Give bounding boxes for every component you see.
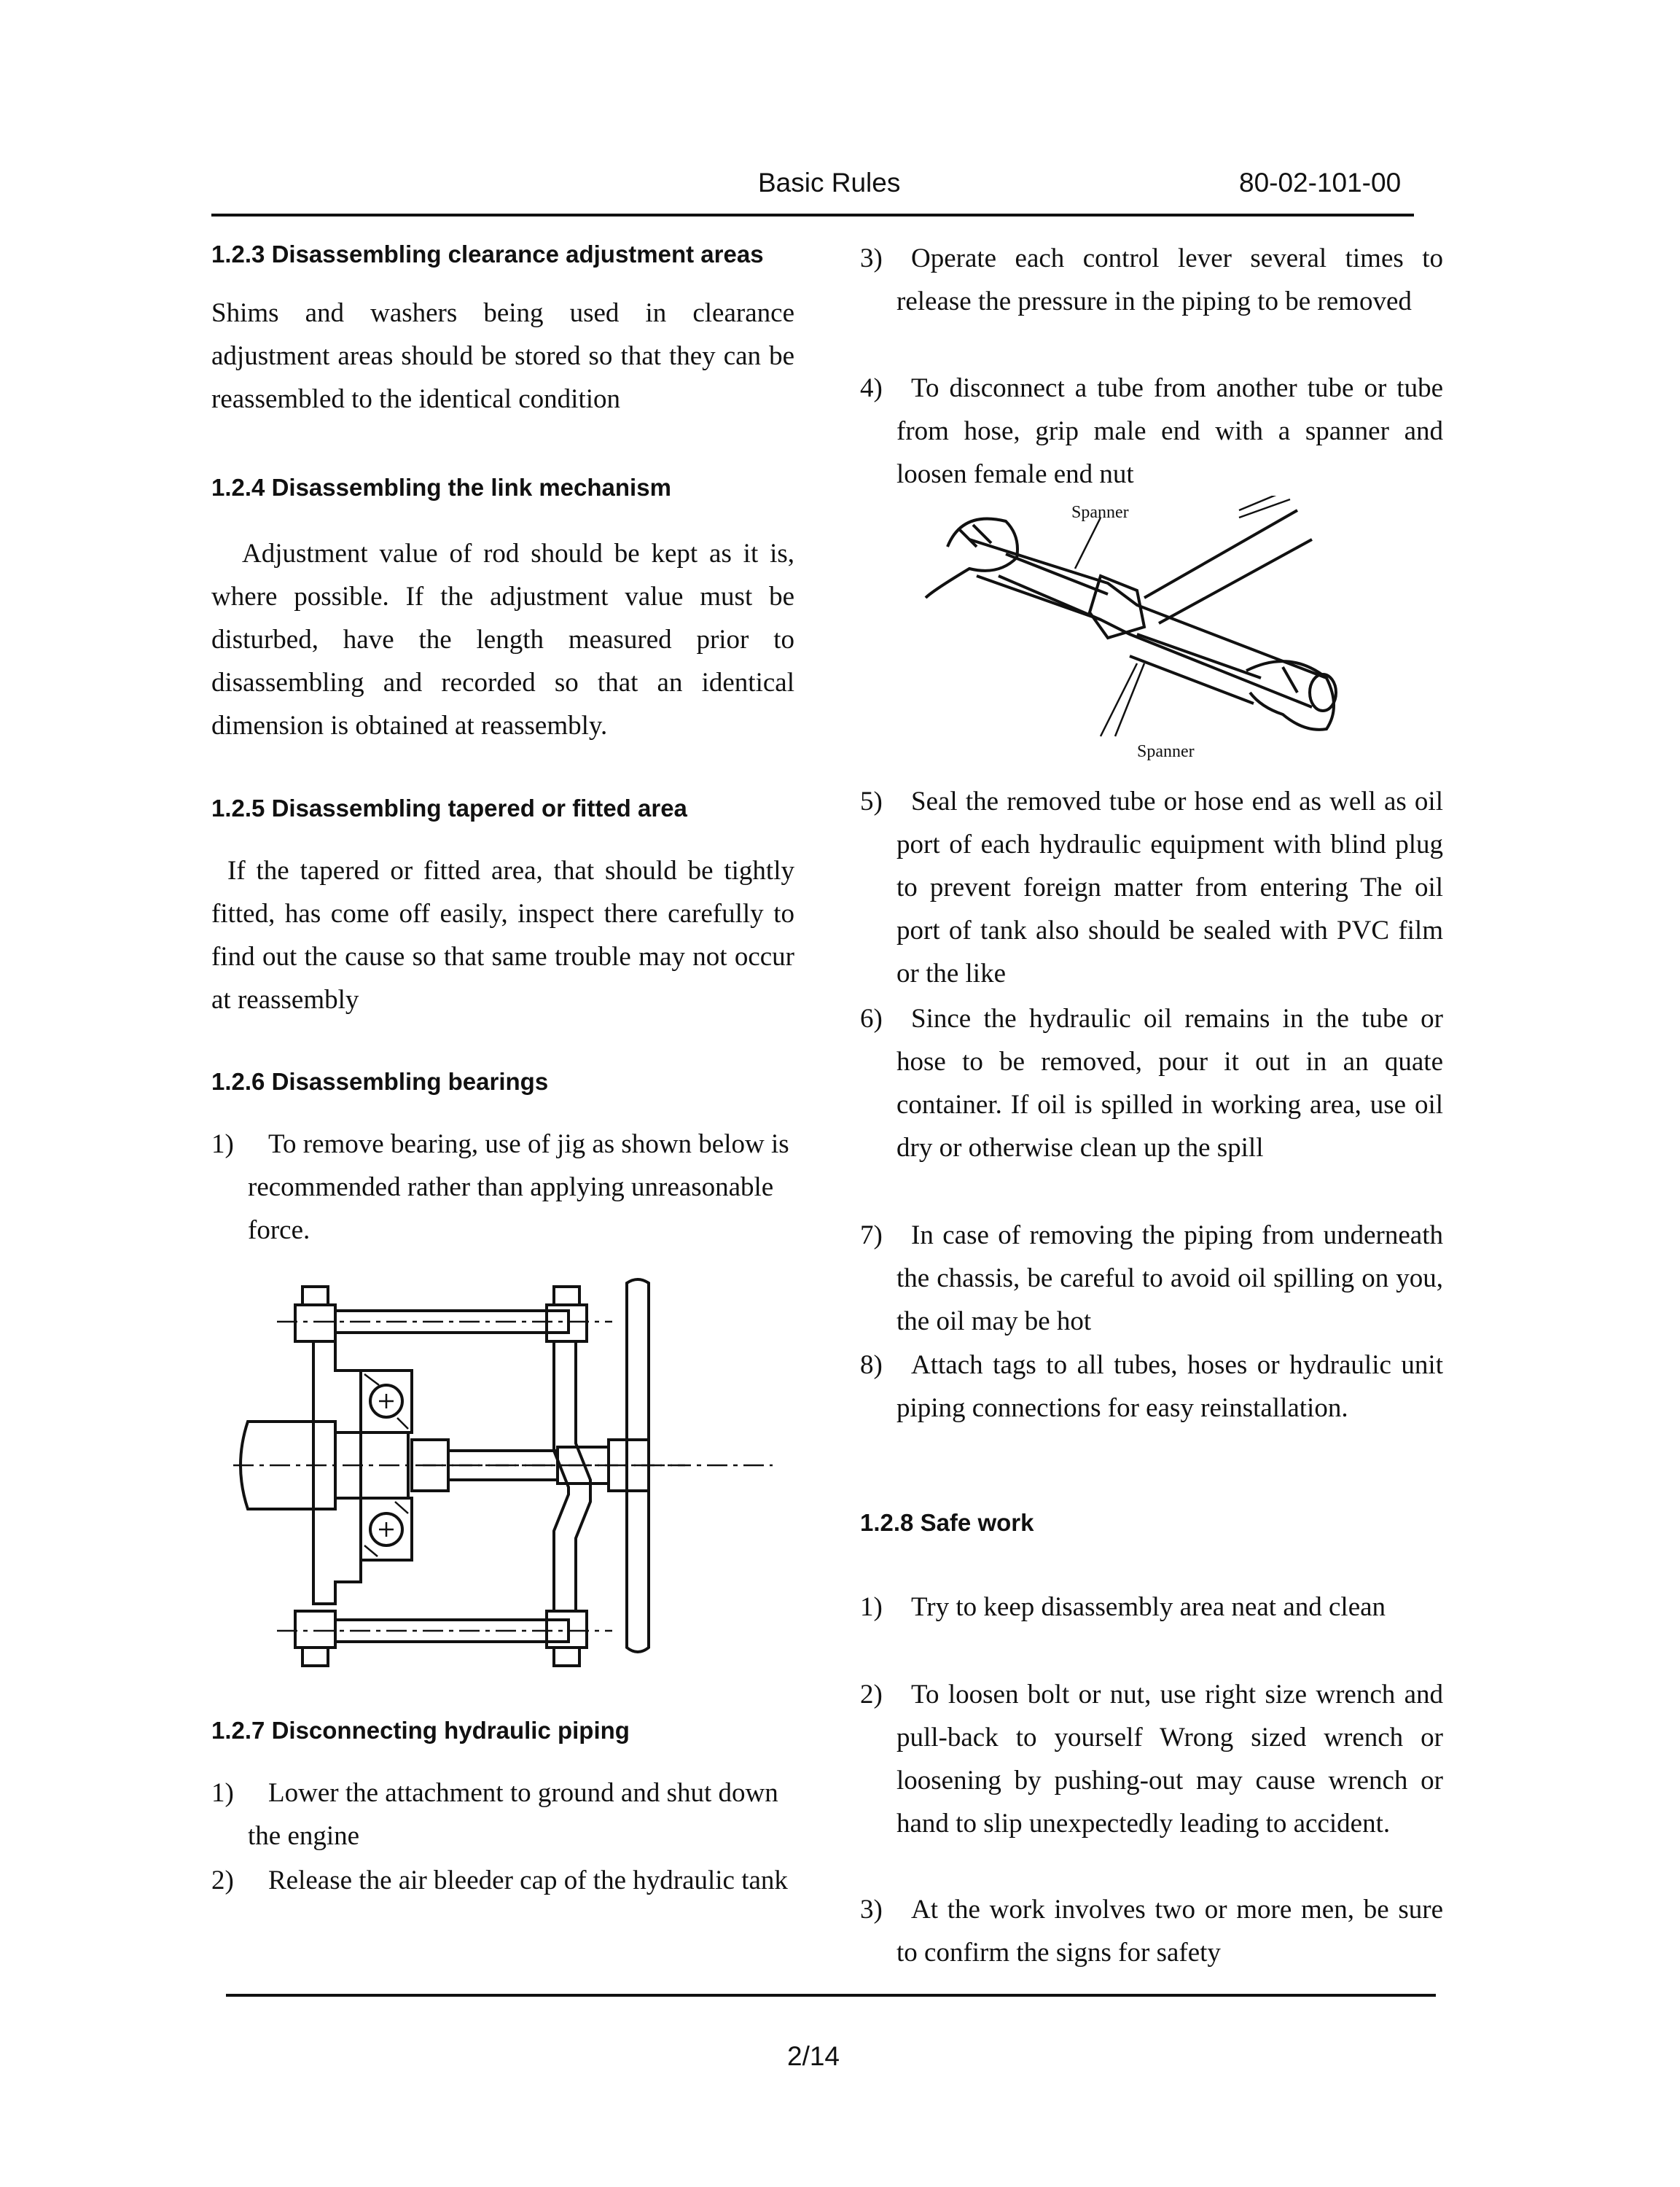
tube (969, 539, 1327, 707)
list-number: 5) (860, 787, 883, 816)
list-number: 1) (211, 1129, 234, 1159)
section-heading-1-2-6: 1.2.6 Disassembling bearings (211, 1068, 549, 1095)
list-number: 8) (860, 1350, 883, 1380)
section-heading-1-2-7: 1.2.7 Disconnecting hydraulic piping (211, 1717, 630, 1744)
list-item (860, 367, 1443, 498)
figure-label-spanner-bottom: Spanner (1137, 742, 1195, 761)
list-item (860, 237, 1443, 368)
section-heading-1-2-8: 1.2.8 Safe work (860, 1509, 1034, 1536)
section-body-1-2-3: Shims and washers being used in clearance adjustment areas should be stored so that they can be reassembled to the identical condition (211, 298, 794, 414)
list-item (860, 997, 1443, 1216)
list-text: At the work involves two or more men, be sure to confirm the signs for safety (896, 1895, 1443, 1968)
list-item (860, 1888, 1443, 1976)
header-rule (211, 214, 1414, 217)
list-item (211, 1123, 802, 1254)
list-item (860, 780, 1443, 999)
list-number: 1) (860, 1592, 883, 1622)
list-number: 2) (211, 1866, 234, 1895)
list-text: To loosen bolt or nut, use right size wrench and pull-back to yourself Wrong sized wrench or loosening by pushing-out may cause wrench or hand to slip unexpectedly leading to accident. (896, 1680, 1443, 1839)
page-number: 2/14 (787, 2041, 840, 2071)
section-heading-1-2-4: 1.2.4 Disassembling the link mechanism (211, 474, 671, 501)
list-item (860, 1344, 1443, 1475)
list-item (860, 1673, 1443, 1892)
list-number: 6) (860, 1004, 883, 1034)
list-text: Operate each control lever several times to release the pressure in the piping to be removed (896, 243, 1443, 316)
upper-bolt-head-left (302, 1287, 328, 1305)
footer-rule (226, 1994, 1436, 1997)
list-number: 3) (860, 1895, 883, 1925)
list-text: To remove bearing, use of jig as shown below is recommended rather than applying unreasonable force. (248, 1129, 789, 1245)
list-text: In case of removing the piping from underneath the chassis, be careful to avoid oil spilling on you, the oil may be hot (896, 1220, 1443, 1336)
puller-yoke-right (554, 1341, 590, 1611)
figure-label-spanner-top: Spanner (1071, 503, 1129, 522)
section-body-1-2-5: If the tapered or fitted area, that should be tightly fitted, has come off easily, inspect there carefully to find out the cause so that same trouble may not occur at reassembly (211, 856, 794, 1015)
list-item (860, 1214, 1443, 1345)
list-text: To disconnect a tube from another tube or tube from hose, grip male end with a spanner and loosen female end nut (896, 373, 1443, 489)
list-number: 4) (860, 373, 883, 403)
list-text: Try to keep disassembly area neat and clean (911, 1592, 1386, 1622)
list-number: 3) (860, 243, 883, 273)
list-text: Release the air bleeder cap of the hydraulic tank (268, 1866, 788, 1895)
header-doc-number: 80-02-101-00 (1239, 168, 1402, 198)
list-item (211, 1771, 802, 1859)
list-text: Attach tags to all tubes, hoses or hydraulic unit piping connections for easy reinstallation. (896, 1350, 1443, 1423)
section-body-1-2-4: Adjustment value of rod should be kept as it is, where possible. If the adjustment value must be disturbed, have the length measured prior to disassembling and recorded so that an identical dimension is obtained at reassembly. (211, 539, 794, 741)
list-number: 2) (860, 1680, 883, 1710)
list-text: Seal the removed tube or hose end as well as oil port of each hydraulic equipment with blind plug to prevent foreign matter from entering The oil port of tank also should be sealed with PVC film or the like (896, 787, 1443, 989)
list-text: Since the hydraulic oil remains in the tube or hose to be removed, pour it out in an quate container. If oil is spilled in working area, use oil dry or otherwise clean up the spill (896, 1004, 1443, 1163)
list-text: Lower the attachment to ground and shut down the engine (248, 1778, 778, 1851)
section-heading-1-2-3: 1.2.3 Disassembling clearance adjustment areas (211, 241, 764, 268)
list-number: 7) (860, 1220, 883, 1250)
spanner-figure (918, 496, 1370, 765)
list-number: 1) (211, 1778, 234, 1808)
lower-bolt-head-right (554, 1648, 579, 1666)
upper-nut-left (295, 1305, 335, 1341)
header-title: Basic Rules (758, 168, 901, 198)
hand-lower (1246, 661, 1334, 730)
lower-bolt-head-left (302, 1648, 328, 1666)
upper-bolt-head-right (554, 1287, 579, 1305)
hose (1144, 510, 1312, 623)
bearing-puller-figure (233, 1268, 787, 1691)
lower-nut-left (295, 1611, 335, 1648)
puller-plate-left (313, 1341, 361, 1604)
list-item (211, 1859, 802, 1946)
list-item (860, 1586, 1443, 1673)
section-heading-1-2-5: 1.2.5 Disassembling tapered or fitted area (211, 795, 687, 822)
